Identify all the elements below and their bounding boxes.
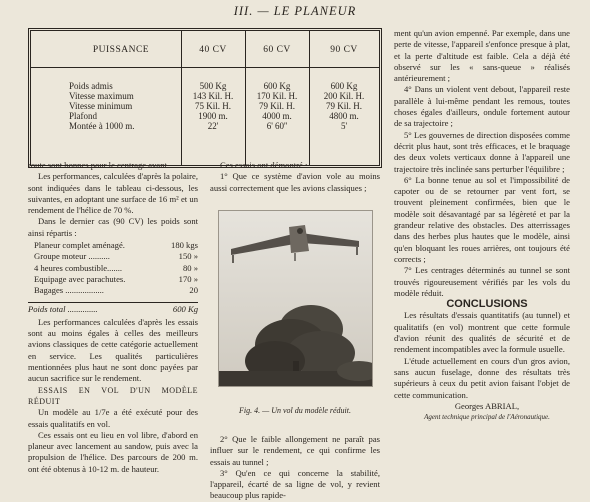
column-header-60cv: 60 CV	[263, 45, 291, 55]
list-item: Groupe moteur .......... 150 »	[34, 251, 198, 262]
total-row: Poids total .............. 600 Kg	[28, 303, 198, 314]
paragraph: 5° Les gouvernes de direction disposées comme décrit plus haut, sont très efficaces, et le braquage des deux volets verticaux donne à l'appareil une trajectoire très inclinée sans perturber l'équilibre ;	[394, 129, 570, 174]
column-header-90cv: 90 CV	[330, 45, 358, 55]
section-heading: ESSAIS EN VOL D'UN MODÈLE RÉDUIT	[28, 385, 198, 406]
table-cell: 5'	[340, 121, 348, 131]
table-cell: 75 Kil. H.	[195, 101, 231, 111]
row-label: Poids admis	[69, 81, 113, 91]
table-cell: 200 Kil. H.	[323, 91, 365, 101]
performance-table	[28, 28, 382, 168]
paragraph: Ces essais ont démontré :	[220, 160, 308, 170]
paragraph: Ces essais ont eu lieu en vol libre, d'abord en planeur avec lancement au sandow, puis avec la propulsion de l'hélice. Des parcours de 200 m. ont été obtenus à 10-12 m. de hauteur.	[28, 429, 198, 474]
column-values-60cv	[245, 81, 309, 131]
paragraph: Les performances, calculées d'après la polaire, sont indiquées dans le tableau ci-dessous, les suivantes, en adoptant une surface de 16 m² et un rendement de l'hélice de 70 %.	[28, 171, 198, 216]
table-cell: 79 Kil. H.	[326, 101, 362, 111]
model-flight-photo	[218, 210, 373, 387]
middle-column-top	[210, 160, 380, 194]
left-column	[28, 160, 198, 475]
paragraph: 6° La bonne tenue au sol et l'impossibilité de capoter ou de se retourner par vent fort, se trouvent pleinement confirmées, bien que le modèle soit désavantagé par sa légèreté et par la grandeur relative des obstacles. Des atterrissages dans des herbes plus hautes que le modèle, ainsi qu'en bloquant les roues arrières, ont toujours été corrects ;	[394, 174, 570, 264]
column-values-40cv	[181, 81, 245, 131]
paragraph: 1° Que ce système d'avion vole au moins aussi correctement que les avions classiques ;	[210, 171, 380, 193]
paragraph: 3° Qu'en ce qui concerne la stabilité, l'appareil, écarté de sa ligne de vol, y revient beaucoup plus rapide-	[210, 467, 380, 501]
paragraph: L'étude actuellement en cours d'un gros avion, sans aucun fuselage, donne des résultats très supérieurs à ceux du petit avion faisant l'objet de cette communication.	[394, 355, 570, 400]
paragraph: Un modèle au 1/7e a été exécuté pour des essais qualitatifs en vol.	[28, 407, 198, 429]
table-cell: 79 Kil. H.	[259, 101, 295, 111]
table-cell: 22'	[207, 121, 219, 131]
row-label: Vitesse minimum	[69, 101, 133, 111]
table-cell: 1900 m.	[198, 111, 228, 121]
page-header: III. — LE PLANEUR	[233, 4, 357, 18]
middle-column-bottom	[210, 434, 380, 502]
table-cell: 600 Kg	[330, 81, 358, 91]
row-label: Montée à 1000 m.	[69, 121, 135, 131]
table-cell: 143 Kil. H.	[192, 91, 234, 101]
paragraph: Dans le dernier cas (90 CV) les poids sont ainsi répartis :	[28, 216, 198, 238]
table-cell: 170 Kil. H.	[256, 91, 298, 101]
table-cell: 600 Kg	[263, 81, 291, 91]
paragraph: 2° Que le faible allongement ne paraît pas influer sur le rendement, ce qui confirme les essais au tunnel ;	[210, 434, 380, 467]
author-title: Agent technique principal de l'Aéronautique.	[424, 413, 550, 422]
table-cell: 4000 m.	[262, 111, 292, 121]
column-values-90cv	[309, 81, 379, 131]
paragraph: 7° Les centrages déterminés au tunnel se sont trouvés rigoureusement vérifiés par les vols du modèle réduit.	[394, 265, 570, 298]
table-cell: 500 Kg	[199, 81, 227, 91]
figure-caption: Fig. 4. — Un vol du modèle réduit.	[239, 406, 351, 415]
conclusions-heading: CONCLUSIONS	[446, 298, 528, 311]
paragraph: 4° Dans un violent vent debout, l'appareil reste parallèle à lui-même pendant les remous, toutes choses égales d'ailleurs, ondule fortement autour de sa trajectoire ;	[394, 84, 570, 129]
table-row-labels	[69, 81, 135, 131]
row-label: Plafond	[69, 111, 97, 121]
list-item: Equipage avec parachutes. 170 »	[34, 273, 198, 284]
photo-illustration	[219, 211, 372, 386]
list-item: Bagages .................. 20	[34, 285, 198, 296]
paragraph: ment qu'un avion empenné. Par exemple, dans une perte de vitesse, l'appareil s'enfonce presque à plat, et la perte d'altitude est faible. Cela a déjà été observé sur les « sans-queue » réalisés antérieurement ;	[394, 28, 570, 84]
paragraph: Les résultats d'essais quantitatifs (au tunnel) et qualitatifs (en vol) montrent que cette formule d'avion réunit des qualités de sécurité et de rendement incompatibles avec la formule usuelle.	[394, 310, 570, 355]
right-column	[394, 28, 570, 423]
list-item: 4 heures combustible....... 80 »	[34, 262, 198, 273]
weights-list	[28, 240, 198, 315]
paragraph: route sont bonnes pour le centrage avant.	[28, 160, 170, 170]
author-signature: Georges ABRIAL,	[454, 400, 520, 411]
row-label: Vitesse maximum	[69, 91, 134, 101]
paragraph: Les performances calculées d'après les essais sont au moins égales à celles des meilleurs avions classiques de cette catégorie actuellement en service. Les qualités particulières mentionnées plus haut ne sont donc payées par aucun sacrifice sur le rendement.	[28, 316, 198, 384]
table-cell: 4800 m.	[329, 111, 359, 121]
table-title: PUISSANCE	[92, 45, 150, 55]
table-cell: 6' 60''	[266, 121, 288, 131]
column-header-40cv: 40 CV	[199, 45, 227, 55]
list-item: Planeur complet aménagé. 180 kgs	[34, 240, 198, 251]
